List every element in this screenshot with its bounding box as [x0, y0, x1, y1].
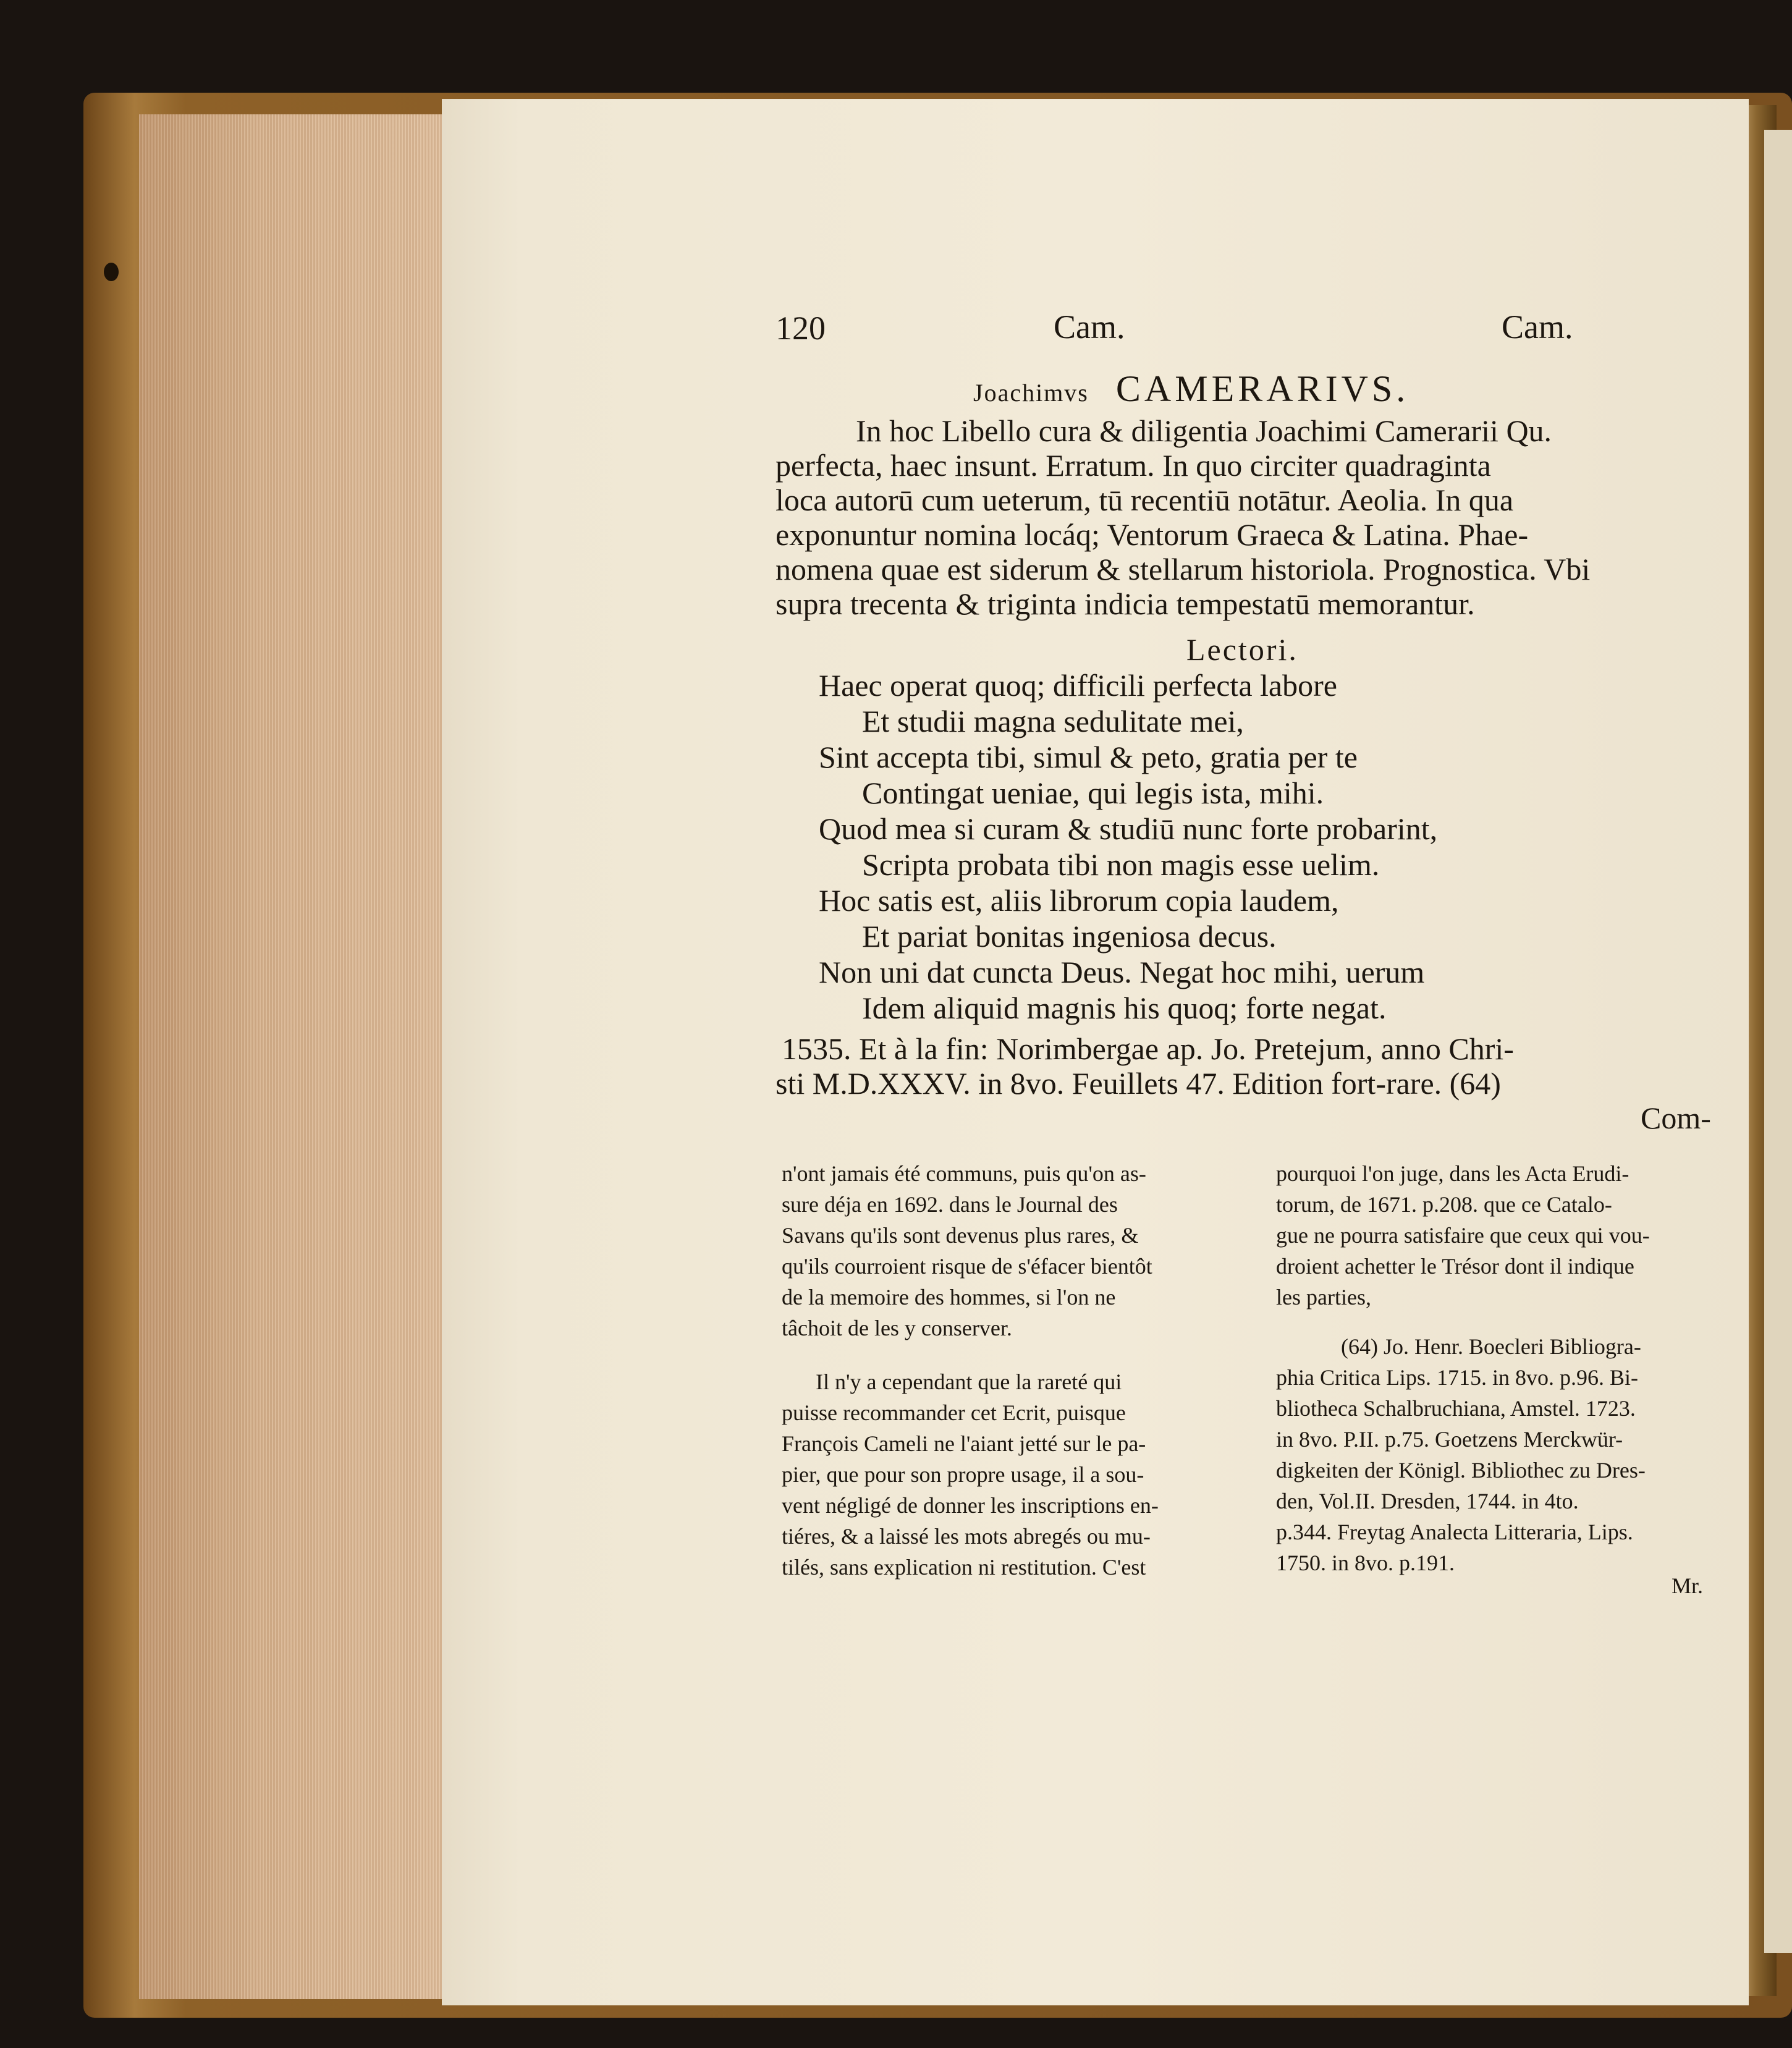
footnote-line: p.344. Freytag Analecta Litteraria, Lips.	[1276, 1520, 1633, 1544]
author-surname: CAMERARIVS.	[1115, 368, 1410, 409]
verse-line: Non uni dat cuncta Deus. Negat hoc mihi, uerum	[819, 955, 1425, 989]
commentary-line: de la memoire des hommes, si l'on ne	[782, 1285, 1116, 1310]
clasp-hole	[104, 263, 119, 281]
footnote-line: 1750. in 8vo. p.191.	[1276, 1551, 1455, 1575]
catchword: Com-	[1641, 1101, 1711, 1135]
verse-line: Hoc satis est, aliis librorum copia laudem,	[819, 883, 1339, 918]
description-line: loca autorū cum ueterum, tū recentiū notātur. Aeolia. In qua	[776, 483, 1514, 517]
verse-line: Sint accepta tibi, simul & peto, gratia per te	[819, 740, 1358, 774]
commentary-line: n'ont jamais été communs, puis qu'on as-	[782, 1161, 1146, 1186]
commentary-line: sure déja en 1692. dans le Journal des	[782, 1192, 1118, 1217]
verse-line: Quod mea si curam & studiū nunc forte probarint,	[819, 811, 1438, 846]
commentary-line: tâchoit de les y conserver.	[782, 1316, 1012, 1340]
commentary-line: pier, que pour son propre usage, il a sou-	[782, 1462, 1144, 1487]
description-line: exponuntur nomina locáq; Ventorum Graeca & Latina. Phae-	[776, 517, 1529, 552]
description-line: perfecta, haec insunt. Erratum. In quo circiter quadraginta	[776, 448, 1491, 483]
description-line: supra trecenta & triginta indicia tempestatū memorantur.	[776, 586, 1475, 621]
commentary-line: les parties,	[1276, 1285, 1371, 1310]
footnote-line: phia Critica Lips. 1715. in 8vo. p.96. Bi-	[1276, 1365, 1638, 1390]
description-line: nomena quae est siderum & stellarum historiola. Prognostica. Vbi	[776, 552, 1591, 586]
commentary-line: tilés, sans explication ni restitution. C'est	[782, 1555, 1146, 1580]
verse-line: Contingat ueniae, qui legis ista, mihi.	[862, 776, 1324, 810]
commentary-line: Il n'y a cependant que la rareté qui	[816, 1369, 1122, 1394]
footnote-line: bliotheca Schalbruchiana, Amstel. 1723.	[1276, 1396, 1636, 1421]
commentary-line: tiéres, & a laissé les mots abregés ou mu-	[782, 1524, 1151, 1549]
verse-line: Et studii magna sedulitate mei,	[862, 704, 1244, 738]
footnote-line: in 8vo. P.II. p.75. Goetzens Merckwür-	[1276, 1427, 1623, 1452]
commentary-line: pourquoi l'on juge, dans les Acta Erudi-	[1276, 1161, 1629, 1186]
page-number: 120	[776, 310, 826, 347]
commentary-line: qu'ils courroient risque de s'éfacer bientôt	[782, 1254, 1152, 1279]
commentary-line: puisse recommander cet Ecrit, puisque	[782, 1400, 1126, 1425]
footnote-line: (64) Jo. Henr. Boecleri Bibliogra-	[1341, 1334, 1641, 1359]
footnote-line: digkeiten der Königl. Bibliothec zu Dres-	[1276, 1458, 1646, 1483]
commentary-line: gue ne pourra satisfaire que ceux qui vou-	[1276, 1223, 1650, 1248]
verse-line: Scripta probata tibi non magis esse uelim.	[862, 847, 1380, 882]
verse-line: Et pariat bonitas ingeniosa decus.	[862, 919, 1277, 954]
commentary-line: droient achetter le Trésor dont il indique	[1276, 1254, 1634, 1279]
commentary-line: torum, de 1671. p.208. que ce Catalo-	[1276, 1192, 1612, 1217]
footnote-line: den, Vol.II. Dresden, 1744. in 4to.	[1276, 1489, 1579, 1513]
opposite-page-edge	[1764, 130, 1792, 1953]
page-edges	[139, 114, 450, 1999]
running-head-left: Cam.	[1054, 308, 1125, 345]
commentary-line: Savans qu'ils sont devenus plus rares, &	[782, 1223, 1139, 1248]
author-first-name: Joachimvs	[973, 379, 1089, 407]
running-head-right: Cam.	[1502, 308, 1573, 345]
commentary-line: François Cameli ne l'aiant jetté sur le pa-	[782, 1431, 1146, 1456]
commentary-line: vent négligé de donner les inscriptions en-	[782, 1493, 1159, 1518]
description-line: In hoc Libello cura & diligentia Joachimi Camerarii Qu.	[856, 413, 1552, 448]
imprint-line: sti M.D.XXXV. in 8vo. Feuillets 47. Edition fort-rare. (64)	[776, 1066, 1501, 1101]
imprint-line: 1535. Et à la fin: Norimbergae ap. Jo. Pretejum, anno Chri-	[782, 1031, 1514, 1066]
verse-line: Haec operat quoq; difficili perfecta labore	[819, 668, 1337, 703]
lectori-heading: Lectori.	[1186, 632, 1298, 667]
footnote-catchword: Mr.	[1672, 1573, 1704, 1598]
verse-line: Idem aliquid magnis his quoq; forte negat.	[862, 991, 1387, 1025]
entry-title	[973, 368, 1409, 410]
